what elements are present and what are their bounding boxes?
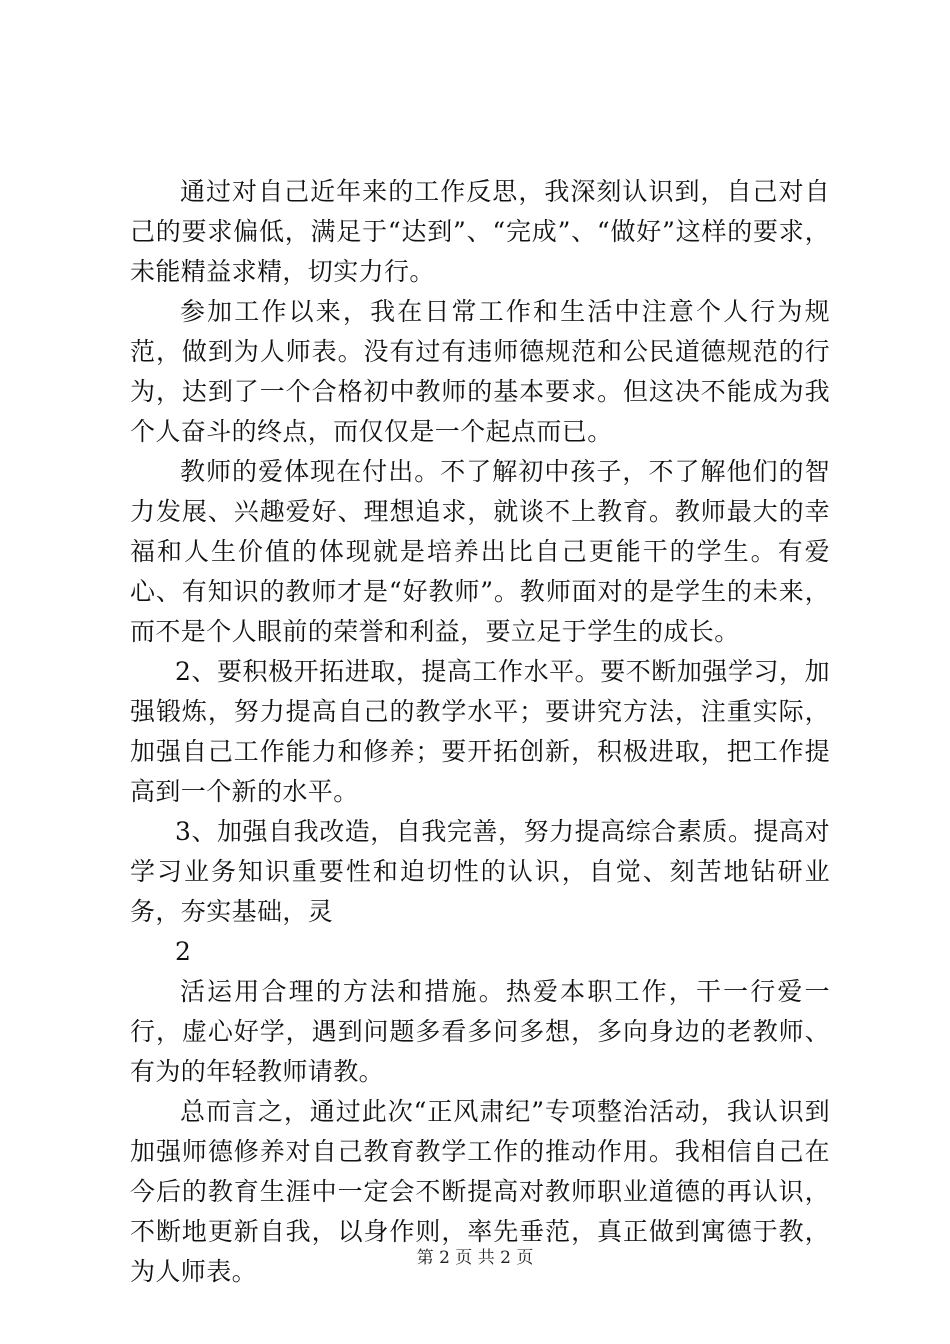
inline-page-number: 2 xyxy=(175,937,191,966)
paragraph-point-2: 2、要积极开拓进取，提高工作水平。要不断加强学习，加强锻炼，努力提高自己的教学水平；要讲究方法，注重实际，加强自己工作能力和修养；要开拓创新，积极进取，把工作提高到一个新的水平。 xyxy=(130,657,830,806)
paragraph-point-3: 3、加强自我改造，自我完善，努力提高综合素质。提高对学习业务知识重要性和迫切性的认识，自觉、刻苦地钻研业务，夯实基础，灵 xyxy=(130,817,830,926)
paragraph-conclusion: 总而言之，通过此次“正风肃纪”专项整治活动，我认识到加强师德修养对自己教育教学工作的推动作用。我相信自己在今后的教育生涯中一定会不断提高对教师职业道德的再认识，不断地更新自我，以身作则，率先垂范，真正做到寓德于教，为人师表。 xyxy=(130,1097,830,1286)
page-footer: 第 2 页 共 2 页 xyxy=(416,1248,534,1268)
paragraph-continuation: 活运用合理的方法和措施。热爱本职工作，干一行爱一行，虚心好学，遇到问题多看多问多想，多向身边的老教师、有为的年轻教师请教。 xyxy=(130,977,830,1086)
paragraph-teacher-love: 教师的爱体现在付出。不了解初中孩子，不了解他们的智力发展、兴趣爱好、理想追求，就谈不上教育。教师最大的幸福和人生价值的体现就是培养出比自己更能干的学生。有爱心、有知识的教师才是“好教师”。教师面对的是学生的未来，而不是个人眼前的荣誉和利益，要立足于学生的成长。 xyxy=(130,457,830,646)
paragraph-conduct: 参加工作以来，我在日常工作和生活中注意个人行为规范，做到为人师表。没有过有违师德规范和公民道德规范的行为，达到了一个合格初中教师的基本要求。但这决不能成为我个人奋斗的终点，而仅仅是一个起点而已。 xyxy=(130,297,830,446)
paragraph-reflection: 通过对自己近年来的工作反思，我深刻认识到，自己对自己的要求偏低，满足于“达到”、“完成”、“做好”这样的要求，未能精益求精，切实力行。 xyxy=(130,177,830,286)
document-body xyxy=(130,172,830,1292)
